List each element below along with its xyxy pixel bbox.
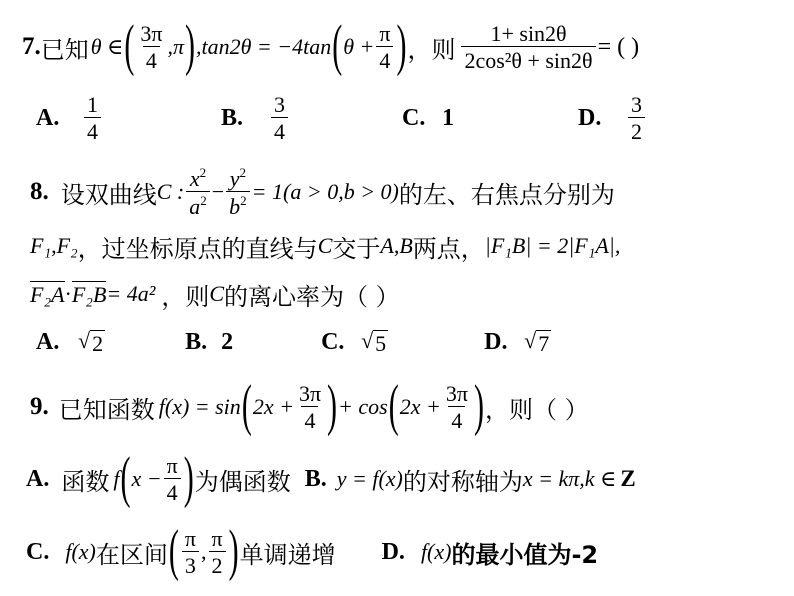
q9-paren1-open: ( — [241, 374, 252, 438]
q7-number: 7. — [22, 33, 41, 60]
q8-text6: ，则 — [161, 282, 210, 311]
q9-optC-text1: 在区间 — [95, 540, 168, 569]
q9-inner1: 2x + — [252, 394, 294, 419]
q8-text2: 的左、右焦点分别为 — [398, 180, 615, 209]
q9-frac1: $\frac{3\pi}{4}$ — [298, 380, 322, 433]
q8-frac-x2a2: $\frac{x^2}{a^2}$ — [186, 166, 210, 218]
q8-optA-label: A. — [36, 328, 60, 355]
q9-fx: f(x) = sin — [158, 394, 241, 419]
q9-optB-expr2: x = kπ,k ∈ — [522, 466, 617, 491]
q7-options — [36, 88, 647, 148]
q9-optA-frac: $\frac{\pi}{4}$ — [164, 454, 181, 504]
q8-line1 — [30, 160, 615, 224]
q9-options-ab — [26, 444, 636, 514]
q9-paren2-close: ) — [473, 374, 484, 438]
q9-optA-f: f — [113, 466, 120, 491]
q9-line1 — [30, 372, 589, 442]
q9-optA-paren-open: ( — [120, 446, 131, 510]
q8-vec2: F₂B — [71, 281, 107, 307]
q9-optA-inner: x − — [131, 466, 162, 491]
q9-options-cd — [26, 516, 598, 588]
q8-text7: 的离心率为（ ） — [224, 282, 400, 311]
q9-paren2-open: ( — [388, 374, 399, 438]
q8-minus: − — [211, 179, 225, 204]
q8-optC-value: √ 5 — [361, 327, 387, 356]
q9-frac2: $\frac{3\pi}{4}$ — [445, 380, 468, 433]
q9-optA-label: A. — [26, 465, 50, 492]
q9-optC-expr: f(x) — [65, 539, 96, 564]
q8-text1: 设双曲线 — [60, 180, 157, 209]
q8-c2: C — [209, 281, 225, 306]
q8-number: 8. — [30, 178, 49, 205]
q8-line3 — [30, 274, 400, 314]
q9-optC-comma: , — [200, 539, 207, 564]
q7-optC-label: C. — [402, 104, 426, 131]
q8-frac-y2b2: $\frac{y^2}{b^2}$ — [226, 166, 250, 218]
q7-then: ，则 — [407, 35, 456, 64]
q7-optD-value: $\frac{3}{2}$ — [628, 93, 645, 143]
q8-optB-label: B. — [185, 328, 208, 355]
q7-frac-pi4: $\frac{\pi}{4}$ — [376, 22, 393, 72]
q9-paren1-close: ) — [327, 374, 338, 438]
q7-theta-in: θ ∈ — [90, 34, 124, 59]
q8-optD-value: √ 7 — [524, 327, 550, 356]
q8-dot-eq: = 4a² — [106, 281, 156, 306]
q9-optC-frac2: $\frac{\pi}{2}$ — [208, 527, 225, 577]
q9-optD-expr: f(x) — [420, 539, 452, 564]
q8-dot: · — [64, 281, 72, 306]
q9-optB-expr: y = f(x) — [336, 466, 403, 491]
q7-paren2-open: ( — [332, 14, 343, 78]
q9-optC-label: C. — [26, 538, 50, 565]
q9-optB-label: B. — [304, 465, 327, 492]
q9-optC-paren-close: ) — [228, 519, 239, 583]
q9-optB-Z: Z — [620, 466, 636, 491]
q8-optC-label: C. — [321, 328, 345, 355]
q8-eq1: = 1(a > 0,b > 0) — [251, 179, 399, 204]
q7-paren2-close: ) — [396, 14, 407, 78]
q8-optB-value: 2 — [221, 328, 234, 355]
q8-text5: 两点， — [412, 234, 485, 263]
q7-optC-value: 1 — [442, 104, 454, 131]
q7-optA-value: $\frac{1}{4}$ — [84, 93, 101, 143]
q9-optC-paren-open: ( — [168, 519, 179, 583]
q9-optB-text: 的对称轴为 — [402, 467, 523, 496]
q9-then: ，则（ ） — [484, 395, 589, 424]
q8-curve: C : — [156, 179, 185, 204]
q7-paren-close: ) — [184, 14, 195, 78]
q8-optD-label: D. — [484, 328, 508, 355]
q7-expression: $\frac{1+ \sin 2\theta}{\text{2cos²θ + sin2θ}}$ — [461, 22, 595, 72]
q7-tan-eq: ,tan2θ = −4tan — [195, 34, 332, 59]
q9-inner2: 2x + — [399, 394, 441, 419]
q9-number: 9. — [30, 393, 49, 420]
q8-c: C — [317, 233, 333, 258]
q7-optB-value: $\frac{3}{4}$ — [271, 93, 288, 143]
q7-paren-open: ( — [124, 14, 135, 78]
q9-optA-text2: 为偶函数 — [194, 467, 291, 496]
q9-optC-frac1: $\frac{\pi}{3}$ — [182, 527, 199, 577]
q9-optD-text: 的最小值为-2 — [451, 540, 599, 569]
q9-text1: 已知函数 — [58, 395, 155, 424]
q7-eq-paren: = ( ) — [597, 33, 640, 60]
q8-line2 — [30, 226, 620, 266]
q8-vec1: F₂A — [30, 281, 65, 307]
q7-optD-label: D. — [578, 104, 602, 131]
q7-optA-label: A. — [36, 104, 60, 131]
q8-foci: F₁,F₂ — [30, 233, 78, 258]
q7-theta-plus: θ + — [343, 34, 375, 59]
q7-frac-3pi4: $\frac{3\pi}{4}$ — [140, 20, 163, 73]
q9-plus-cos: + cos — [338, 394, 388, 419]
q8-text4: 交于 — [332, 234, 381, 263]
q8-text3: ，过坐标原点的直线与 — [77, 234, 318, 263]
q8-options — [36, 322, 551, 362]
q9-optA-paren-close: ) — [183, 446, 194, 510]
q9-optC-text2: 单调递增 — [239, 540, 336, 569]
q7-known: 已知 — [40, 35, 89, 64]
q8-abs-eq: |F₁B| = 2|F₁A|, — [484, 233, 621, 258]
q9-optA-text1: 函数 — [61, 467, 110, 496]
q8-optA-value: √ 2 — [78, 327, 104, 356]
q8-ab: A,B — [380, 233, 413, 258]
q7-line — [22, 12, 639, 82]
q7-pi-close: ,π — [167, 34, 184, 59]
q9-optD-label: D. — [381, 538, 405, 565]
q7-optB-label: B. — [221, 104, 244, 131]
